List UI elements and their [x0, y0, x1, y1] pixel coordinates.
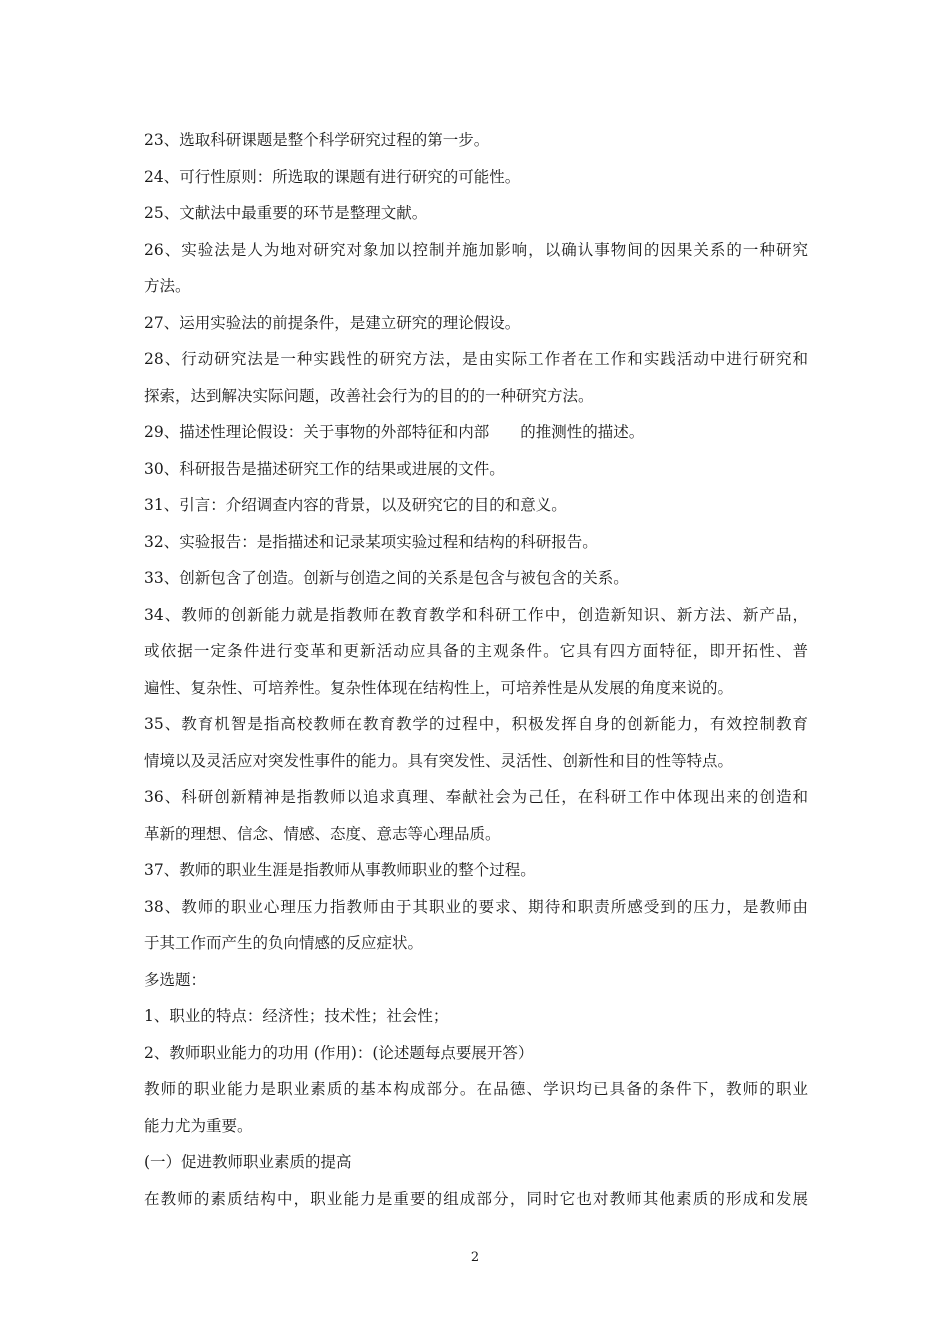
text-line: 情境以及灵活应对突发性事件的能力。具有突发性、灵活性、创新性和目的性等特点。 — [144, 751, 734, 770]
text-line: 24、可行性原则：所选取的课题有进行研究的可能性。 — [144, 167, 521, 186]
text-line: 23、选取科研课题是整个科学研究过程的第一步。 — [144, 131, 490, 149]
subsection-heading: (一）促进教师职业素质的提高 — [144, 1153, 352, 1171]
text-line: 34、教师的创新能力就是指教师在教育教学和科研工作中，创造新知识、新方法、新产品， — [144, 605, 808, 624]
text-line: 28、行动研究法是一种实践性的研究方法，是由实际工作者在工作和实践活动中进行研究和 — [144, 350, 808, 368]
page-number: 2 — [470, 1250, 480, 1265]
text-line: 36、科研创新精神是指教师以追求真理、奉献社会为己任，在科研工作中体现出来的创造和 — [144, 788, 808, 806]
text-line: 在教师的素质结构中，职业能力是重要的组成部分，同时它也对教师其他素质的形成和发展 — [144, 1189, 808, 1208]
text-line: 29、描述性理论假设：关于事物的外部特征和内部 的推测性的描述。 — [144, 423, 645, 441]
text-line: 能力尤为重要。 — [144, 1116, 253, 1135]
text-line: 38、教师的职业心理压力指教师由于其职业的要求、期待和职责所感受到的压力，是教师由 — [144, 897, 808, 916]
section-heading: 多选题： — [144, 970, 207, 989]
text-line: 于其工作而产生的负向情感的反应症状。 — [144, 934, 424, 952]
text-line: 27、运用实验法的前提条件，是建立研究的理论假设。 — [144, 313, 521, 332]
text-line: 32、实验报告：是指描述和记录某项实验过程和结构的科研报告。 — [144, 532, 598, 551]
text-line: 方法。 — [144, 277, 191, 295]
document-body — [144, 122, 808, 1217]
text-line: 25、文献法中最重要的环节是整理文献。 — [144, 204, 428, 222]
text-line: 2、教师职业能力的功用 (作用)：(论述题每点要展开答） — [144, 1043, 534, 1062]
text-line: 26、实验法是人为地对研究对象加以控制并施加影响，以确认事物间的因果关系的一种研究 — [144, 240, 808, 259]
text-line: 或依据一定条件进行变革和更新活动应具备的主观条件。它具有四方面特征，即开拓性、普 — [144, 642, 808, 660]
text-line: 31、引言：介绍调查内容的背景，以及研究它的目的和意义。 — [144, 496, 567, 514]
text-line: 教师的职业能力是职业素质的基本构成部分。在品德、学识均已具备的条件下，教师的职业 — [144, 1080, 808, 1098]
text-line: 遍性、复杂性、可培养性。复杂性体现在结构性上，可培养性是从发展的角度来说的。 — [144, 678, 734, 697]
text-line: 33、创新包含了创造。创新与创造之间的关系是包含与被包含的关系。 — [144, 569, 629, 587]
text-line: 1、职业的特点：经济性；技术性；社会性； — [144, 1007, 449, 1025]
text-line: 革新的理想、信念、情感、态度、意志等心理品质。 — [144, 824, 501, 843]
text-line: 探索，达到解决实际问题，改善社会行为的目的的一种研究方法。 — [144, 386, 594, 405]
text-line: 30、科研报告是描述研究工作的结果或进展的文件。 — [144, 459, 505, 478]
text-line: 35、教育机智是指高校教师在教育教学的过程中，积极发挥自身的创新能力，有效控制教育 — [144, 715, 808, 733]
text-line: 37、教师的职业生涯是指教师从事教师职业的整个过程。 — [144, 861, 536, 879]
